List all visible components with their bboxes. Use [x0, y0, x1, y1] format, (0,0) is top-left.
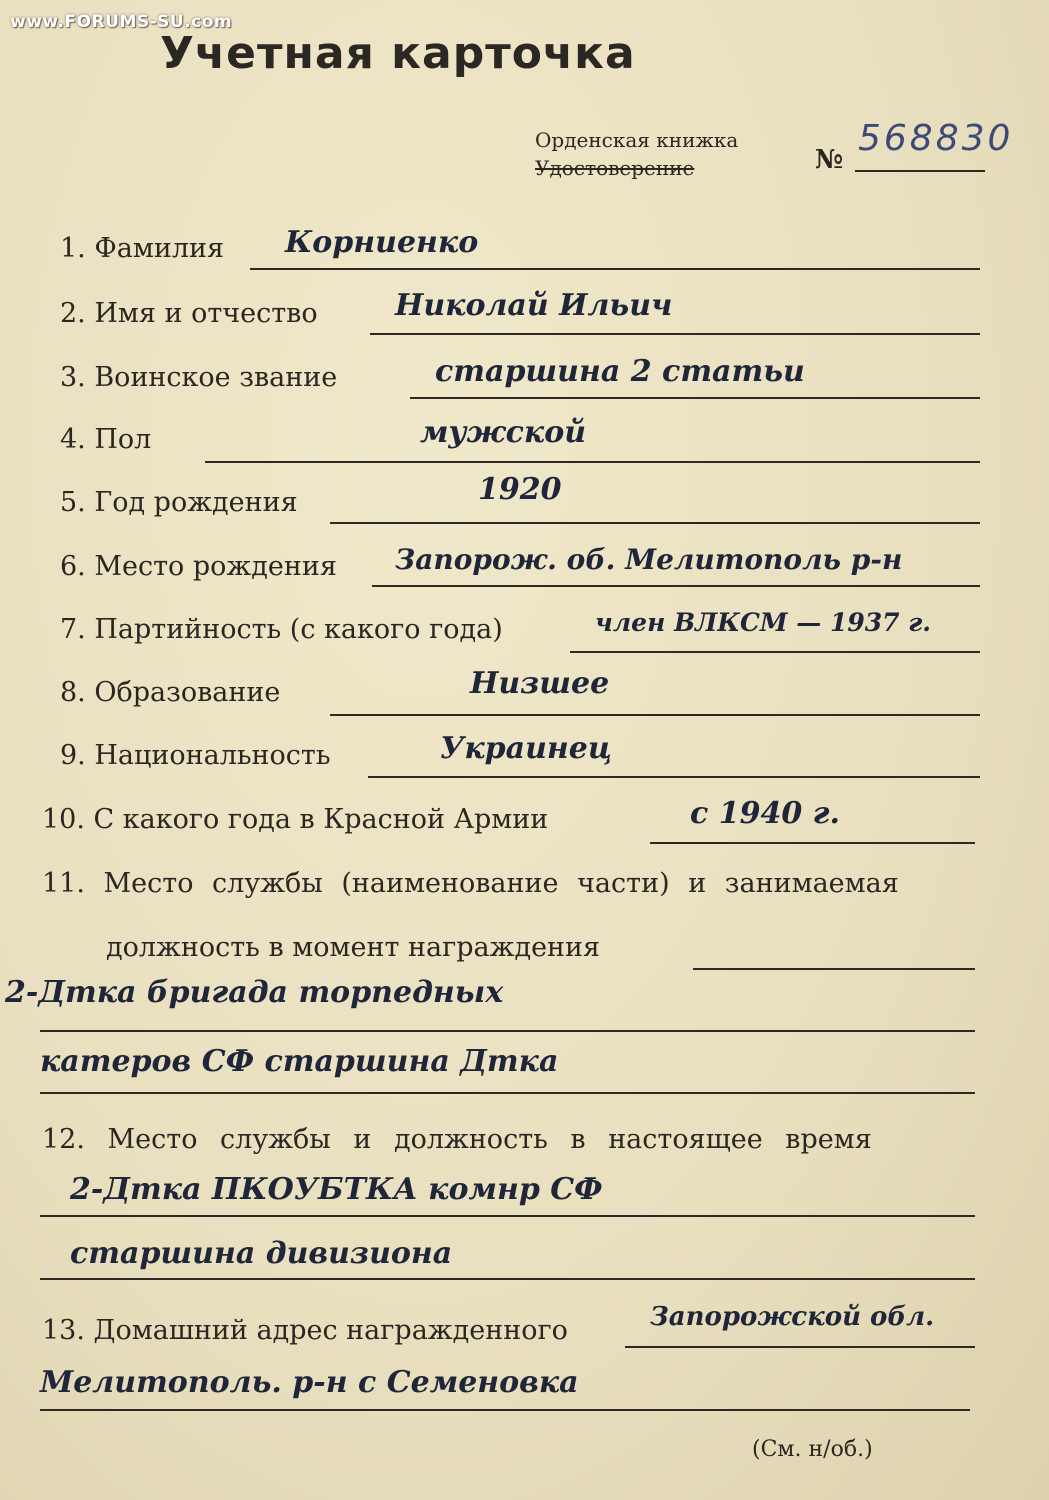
field-8-underline [330, 714, 980, 716]
card-title: Учетная карточка [160, 28, 636, 79]
field-12-value-line1: 2-Дтка ПКОУБТКА комнр СФ [70, 1172, 603, 1207]
field-12-label: 12. Место службы и должность в настоящее время [42, 1124, 872, 1155]
field-5-underline [330, 522, 980, 524]
field-10-value: с 1940 г. [690, 796, 840, 831]
field-9-underline [368, 776, 980, 778]
field-6-underline [372, 585, 980, 587]
field-9-value: Украинец [440, 731, 612, 766]
field-12-underline-1 [40, 1215, 975, 1217]
field-12-value-line2: старшина дивизиона [70, 1236, 453, 1271]
certificate-label-struck: Удостоверение [535, 156, 695, 180]
field-7-underline [570, 651, 980, 653]
document-number: 568830 [858, 118, 1014, 159]
field-12-underline-2 [40, 1278, 975, 1280]
watermark: www.FORUMS-SU.com [10, 12, 233, 32]
document-type [535, 128, 738, 180]
field-11-underline-2 [40, 1092, 975, 1094]
field-11-underline-0 [693, 968, 975, 970]
field-7-label: 7. Партийность (с какого года) [60, 614, 503, 645]
see-reverse-note: (См. н/об.) [752, 1437, 873, 1462]
field-11-value-line1: 2-Дтка бригада торпедных [5, 975, 504, 1010]
field-4-underline [205, 461, 980, 463]
field-2-underline [370, 333, 980, 335]
field-3-value: старшина 2 статьи [435, 354, 805, 389]
field-6-label: 6. Место рождения [60, 551, 337, 582]
field-9-label: 9. Национальность [60, 740, 331, 771]
field-11-underline-1 [40, 1030, 975, 1032]
field-13-underline-1 [40, 1409, 970, 1411]
field-11-label-line2: должность в момент награждения [106, 932, 601, 963]
field-5-label: 5. Год рождения [60, 487, 298, 518]
field-3-underline [410, 397, 980, 399]
number-sign: № [815, 145, 844, 175]
field-2-value: Николай Ильич [395, 288, 673, 323]
field-2-label: 2. Имя и отчество [60, 298, 318, 329]
field-8-value: Низшее [470, 666, 610, 701]
field-13-label: 13. Домашний адрес награжденного [42, 1315, 568, 1346]
field-13-value-line1: Запорожской обл. [650, 1302, 935, 1332]
field-10-underline [650, 842, 975, 844]
field-13-underline-0 [625, 1346, 975, 1348]
field-8-label: 8. Образование [60, 677, 281, 708]
field-1-value: Корниенко [285, 225, 479, 260]
field-7-value: член ВЛКСМ — 1937 г. [595, 608, 932, 637]
field-5-value: 1920 [478, 472, 562, 507]
field-1-label: 1. Фамилия [60, 233, 225, 264]
field-11-value-line2: катеров СФ старшина Дтка [40, 1044, 559, 1079]
field-11-label-line1: 11. Место службы (наименование части) и занимаемая [42, 868, 899, 899]
field-4-label: 4. Пол [60, 424, 152, 455]
number-underline [855, 170, 985, 172]
field-4-value: мужской [420, 415, 587, 450]
field-6-value: Запорож. об. Мелитополь р-н [395, 543, 903, 576]
field-1-underline [250, 268, 980, 270]
field-3-label: 3. Воинское звание [60, 362, 338, 393]
order-book-label: Орденская книжка [535, 128, 739, 152]
field-13-value-line2: Мелитополь. р-н с Семеновка [40, 1365, 579, 1400]
field-10-label: 10. С какого года в Красной Армии [42, 804, 549, 835]
